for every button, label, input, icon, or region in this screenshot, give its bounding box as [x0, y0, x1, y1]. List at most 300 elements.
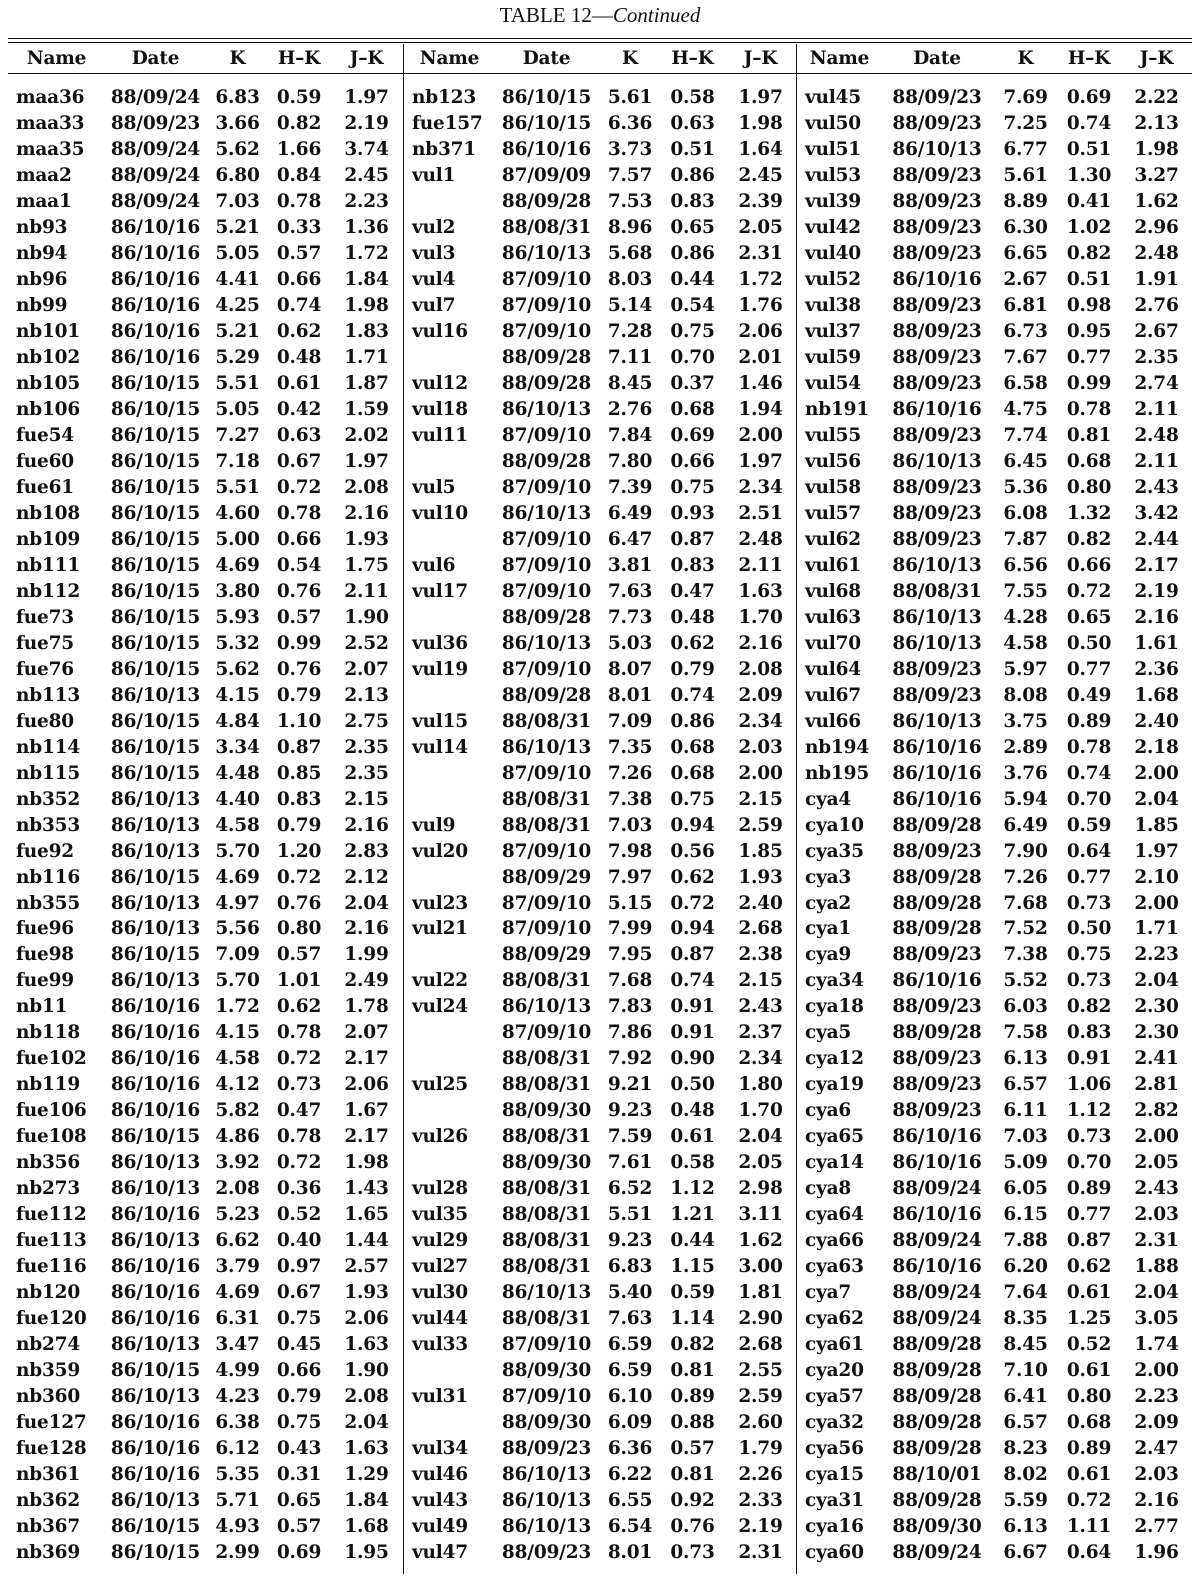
table-row	[406, 397, 796, 423]
h-k-cell: 0.83	[670, 554, 715, 576]
top-rule-double	[8, 42, 1192, 43]
j-k-cell: 2.43	[1134, 477, 1179, 499]
h-k-cell: 1.25	[1066, 1308, 1112, 1330]
date-cell: 88/08/31	[501, 970, 592, 992]
name-cell: cya35	[805, 840, 864, 862]
j-k-cell: 2.11	[344, 580, 389, 602]
h-k-cell: 0.64	[1066, 840, 1112, 862]
date-cell: 86/10/16	[110, 347, 201, 369]
name-cell: cya31	[805, 1489, 864, 1511]
h-k-cell: 0.97	[276, 1256, 322, 1278]
name-cell: nb120	[16, 1282, 81, 1304]
date-cell: 88/09/23	[892, 191, 982, 213]
h-k-cell: 0.92	[670, 1489, 715, 1511]
date-cell: 86/10/13	[501, 1463, 592, 1485]
name-cell: vul31	[412, 1385, 468, 1407]
k-cell: 4.93	[215, 1515, 260, 1537]
date-cell: 86/10/15	[110, 736, 201, 758]
date-cell: 86/10/15	[110, 944, 201, 966]
h-k-cell: 0.72	[276, 1152, 322, 1174]
table-row	[406, 734, 796, 760]
date-cell: 86/10/15	[110, 425, 201, 447]
date-cell: 88/09/24	[110, 139, 201, 161]
k-cell: 3.79	[215, 1256, 260, 1278]
name-cell: vul64	[805, 658, 861, 680]
date-cell: 86/10/13	[892, 710, 982, 732]
table-row	[406, 1357, 796, 1383]
j-k-cell: 2.08	[344, 477, 389, 499]
date-cell: 88/08/31	[501, 1048, 592, 1070]
table-row	[10, 293, 402, 319]
h-k-cell: 1.12	[670, 1178, 715, 1200]
j-k-cell: 1.84	[344, 269, 389, 291]
h-k-cell: 0.61	[1066, 1359, 1112, 1381]
date-cell: 88/09/28	[501, 451, 592, 473]
date-cell: 86/10/16	[110, 217, 201, 239]
j-k-cell: 1.84	[344, 1489, 389, 1511]
h-k-cell: 0.51	[670, 139, 715, 161]
table-row	[406, 656, 796, 682]
h-k-cell: 0.77	[1066, 866, 1112, 888]
h-k-cell: 0.68	[670, 762, 715, 784]
k-cell: 2.99	[215, 1541, 260, 1563]
name-cell: nb353	[16, 814, 81, 836]
date-cell: 88/09/24	[110, 87, 201, 109]
name-cell: fue112	[16, 1204, 87, 1226]
date-cell: 88/09/23	[892, 373, 982, 395]
h-k-cell: 0.86	[670, 165, 715, 187]
h-k-cell: 0.78	[1066, 399, 1112, 421]
table-row	[10, 1176, 402, 1202]
j-k-cell: 2.05	[1134, 1152, 1179, 1174]
table-row	[406, 73, 796, 111]
date-cell: 86/10/15	[110, 1359, 201, 1381]
date-cell: 86/10/13	[110, 970, 201, 992]
h-k-cell: 0.40	[276, 1230, 322, 1252]
table-row	[406, 994, 796, 1020]
date-cell: 86/10/13	[110, 814, 201, 836]
h-k-cell: 0.72	[276, 477, 322, 499]
header-date: Date	[913, 48, 961, 69]
h-k-cell: 0.42	[276, 399, 322, 421]
date-cell: 86/10/16	[892, 970, 982, 992]
h-k-cell: 0.61	[1066, 1463, 1112, 1485]
table-row	[10, 241, 402, 267]
date-cell: 88/08/31	[501, 1178, 592, 1200]
header-name: Name	[26, 48, 87, 69]
j-k-cell: 2.02	[344, 425, 389, 447]
table-row	[406, 1435, 796, 1461]
k-cell: 6.08	[1003, 502, 1048, 524]
date-cell: 88/08/31	[501, 1126, 592, 1148]
name-cell: cya7	[805, 1282, 852, 1304]
name-cell: nb352	[16, 788, 81, 810]
k-cell: 6.81	[1003, 295, 1048, 317]
j-k-cell: 2.16	[1134, 1489, 1179, 1511]
k-cell: 4.84	[215, 710, 260, 732]
table-row	[10, 345, 402, 371]
j-k-cell: 1.76	[738, 295, 783, 317]
table-row	[799, 1513, 1192, 1539]
k-cell: 6.15	[1003, 1204, 1048, 1226]
name-cell: maa36	[16, 87, 85, 109]
h-k-cell: 0.66	[1066, 554, 1112, 576]
k-cell: 5.61	[607, 87, 653, 109]
table-row	[10, 189, 402, 215]
name-cell: nb194	[805, 736, 870, 758]
h-k-cell: 0.68	[670, 736, 715, 758]
k-cell: 6.22	[607, 1463, 653, 1485]
name-cell: nb195	[805, 762, 870, 784]
h-k-cell: 0.33	[276, 217, 322, 239]
k-cell: 4.97	[215, 892, 260, 914]
table-row	[799, 734, 1192, 760]
table-row	[406, 1098, 796, 1124]
h-k-cell: 0.66	[276, 528, 322, 550]
k-cell: 7.67	[1003, 347, 1048, 369]
date-cell: 88/09/23	[892, 684, 982, 706]
date-cell: 86/10/15	[110, 477, 201, 499]
date-cell: 88/08/31	[501, 814, 592, 836]
h-k-cell: 1.06	[1066, 1074, 1112, 1096]
table-row	[10, 760, 402, 786]
j-k-cell: 1.63	[344, 1333, 389, 1355]
table-row	[799, 656, 1192, 682]
h-k-cell: 0.87	[276, 736, 322, 758]
h-k-cell: 0.73	[276, 1074, 322, 1096]
h-k-cell: 0.48	[670, 606, 715, 628]
j-k-cell: 2.16	[344, 502, 389, 524]
k-cell: 7.25	[1003, 113, 1048, 135]
table-row	[406, 1513, 796, 1539]
date-cell: 88/09/23	[892, 425, 982, 447]
h-k-cell: 0.81	[670, 1359, 715, 1381]
table-row	[799, 942, 1192, 968]
table-row	[406, 1539, 796, 1565]
date-cell: 86/10/15	[110, 1126, 201, 1148]
k-cell: 6.67	[1003, 1541, 1048, 1563]
h-k-cell: 0.93	[670, 502, 715, 524]
date-cell: 88/09/23	[892, 217, 982, 239]
j-k-cell: 2.19	[344, 113, 389, 135]
date-cell: 88/09/24	[892, 1308, 982, 1330]
name-cell: vul46	[412, 1463, 468, 1485]
k-cell: 6.49	[607, 502, 653, 524]
j-k-cell: 2.13	[1134, 113, 1179, 135]
k-cell: 6.57	[1003, 1411, 1048, 1433]
table-row	[10, 1435, 402, 1461]
date-cell: 87/09/10	[501, 477, 592, 499]
h-k-cell: 0.72	[670, 892, 715, 914]
table-row	[406, 215, 796, 241]
name-cell: vul37	[805, 321, 861, 343]
j-k-cell: 1.85	[1134, 814, 1179, 836]
h-k-cell: 0.57	[670, 1437, 715, 1459]
j-k-cell: 1.74	[1134, 1333, 1179, 1355]
j-k-cell: 2.15	[738, 788, 783, 810]
k-cell: 7.09	[607, 710, 653, 732]
date-cell: 87/09/10	[501, 892, 592, 914]
name-cell: fue54	[16, 425, 74, 447]
k-cell: 7.63	[607, 580, 653, 602]
date-cell: 88/09/23	[892, 1100, 982, 1122]
table-row	[406, 890, 796, 916]
h-k-cell: 0.66	[670, 451, 715, 473]
h-k-cell: 0.74	[1066, 113, 1112, 135]
h-k-cell: 0.49	[1066, 684, 1112, 706]
h-k-cell: 0.76	[276, 658, 322, 680]
name-cell: nb356	[16, 1152, 81, 1174]
table-row	[406, 1176, 796, 1202]
j-k-cell: 1.90	[344, 606, 389, 628]
k-cell: 6.55	[607, 1489, 653, 1511]
j-k-cell: 2.44	[1134, 528, 1179, 550]
table-row	[10, 838, 402, 864]
name-cell: fue60	[16, 451, 74, 473]
table-row	[799, 864, 1192, 890]
table-row	[406, 1072, 796, 1098]
j-k-cell: 2.19	[738, 1515, 783, 1537]
j-k-cell: 2.30	[1134, 1022, 1179, 1044]
name-cell: cya12	[805, 1048, 864, 1070]
h-k-cell: 0.89	[670, 1385, 715, 1407]
table-row	[406, 604, 796, 630]
h-k-cell: 0.62	[670, 866, 715, 888]
name-cell: nb108	[16, 502, 81, 524]
name-cell: cya60	[805, 1541, 864, 1563]
name-cell: nb191	[805, 399, 870, 421]
k-cell: 7.03	[607, 814, 653, 836]
name-cell: cya5	[805, 1022, 852, 1044]
k-cell: 3.92	[215, 1152, 260, 1174]
date-cell: 87/09/10	[501, 1022, 592, 1044]
k-cell: 6.03	[1003, 996, 1048, 1018]
date-cell: 88/09/30	[501, 1359, 592, 1381]
table-row	[406, 578, 796, 604]
name-cell: vul52	[805, 269, 861, 291]
j-k-cell: 2.82	[1134, 1100, 1179, 1122]
j-k-cell: 2.16	[344, 918, 389, 940]
j-k-cell: 2.34	[738, 477, 783, 499]
name-cell	[406, 786, 493, 812]
h-k-cell: 0.75	[670, 321, 715, 343]
k-cell: 7.86	[607, 1022, 653, 1044]
name-cell: vul6	[412, 554, 456, 576]
header-row	[406, 44, 796, 73]
date-cell: 86/10/13	[892, 632, 982, 654]
table-row	[406, 475, 796, 501]
j-k-cell: 2.59	[738, 814, 783, 836]
date-cell: 86/10/15	[110, 528, 201, 550]
k-cell: 8.96	[607, 217, 653, 239]
date-cell: 86/10/13	[110, 892, 201, 914]
name-cell: vul1	[412, 165, 456, 187]
k-cell: 4.41	[215, 269, 260, 291]
date-cell: 87/09/10	[501, 321, 592, 343]
date-cell: 86/10/15	[110, 710, 201, 732]
k-cell: 7.03	[1003, 1126, 1048, 1148]
h-k-cell: 0.72	[1066, 580, 1112, 602]
h-k-cell: 0.31	[276, 1463, 322, 1485]
name-cell: nb116	[16, 866, 81, 888]
date-cell: 86/10/16	[110, 1100, 201, 1122]
date-cell: 86/10/15	[110, 373, 201, 395]
table-row	[799, 475, 1192, 501]
name-cell: cya63	[805, 1256, 864, 1278]
name-cell: maa1	[16, 191, 72, 213]
j-k-cell: 2.17	[344, 1126, 389, 1148]
j-k-cell: 2.77	[1134, 1515, 1179, 1537]
k-cell: 6.56	[1003, 554, 1048, 576]
table-row	[799, 1150, 1192, 1176]
j-k-cell: 2.43	[738, 996, 783, 1018]
name-cell: fue92	[16, 840, 74, 862]
column-divider	[796, 44, 797, 1574]
k-cell: 5.00	[215, 528, 260, 550]
table-row	[10, 994, 402, 1020]
date-cell: 86/10/16	[110, 269, 201, 291]
date-cell: 88/09/23	[892, 243, 982, 265]
name-cell	[406, 1046, 493, 1072]
h-k-cell: 0.88	[670, 1411, 715, 1433]
table-row	[406, 1020, 796, 1046]
j-k-cell: 2.03	[1134, 1463, 1179, 1485]
h-k-cell: 0.86	[670, 243, 715, 265]
k-cell: 4.58	[215, 814, 260, 836]
table-row	[406, 968, 796, 994]
name-cell: cya20	[805, 1359, 864, 1381]
j-k-cell: 2.38	[738, 944, 783, 966]
j-k-cell: 2.31	[1134, 1230, 1179, 1252]
table-row	[799, 1306, 1192, 1332]
name-cell: nb273	[16, 1178, 81, 1200]
h-k-cell: 0.70	[670, 347, 715, 369]
table-row	[406, 1202, 796, 1228]
date-cell: 86/10/13	[892, 554, 982, 576]
table-row	[406, 1228, 796, 1254]
j-k-cell: 2.68	[738, 1333, 783, 1355]
date-cell: 87/09/10	[501, 554, 592, 576]
name-cell: vul29	[412, 1230, 468, 1252]
k-cell: 7.58	[1003, 1022, 1048, 1044]
j-k-cell: 2.04	[1134, 1282, 1179, 1304]
k-cell: 9.23	[607, 1230, 653, 1252]
j-k-cell: 2.18	[1134, 736, 1179, 758]
table-row	[10, 1020, 402, 1046]
j-k-cell: 2.05	[738, 1152, 783, 1174]
table-row	[10, 1539, 402, 1565]
date-cell: 86/10/13	[501, 632, 592, 654]
h-k-cell: 0.47	[276, 1100, 322, 1122]
k-cell: 6.58	[1003, 373, 1048, 395]
j-k-cell: 1.68	[344, 1515, 389, 1537]
date-cell: 86/10/15	[110, 762, 201, 784]
date-cell: 88/09/28	[892, 918, 982, 940]
name-cell: cya61	[805, 1333, 864, 1355]
h-k-cell: 0.61	[1066, 1282, 1112, 1304]
j-k-cell: 1.72	[344, 243, 389, 265]
j-k-cell: 2.16	[1134, 606, 1179, 628]
table-row	[406, 293, 796, 319]
table-row	[799, 423, 1192, 449]
date-cell: 86/10/16	[110, 1437, 201, 1459]
table-row	[406, 189, 796, 215]
name-cell: vul4	[412, 269, 456, 291]
date-cell: 87/09/10	[501, 580, 592, 602]
k-cell: 6.45	[1003, 451, 1048, 473]
j-k-cell: 2.17	[1134, 554, 1179, 576]
j-k-cell: 1.97	[738, 451, 783, 473]
name-cell	[406, 449, 493, 475]
table-row	[799, 916, 1192, 942]
j-k-cell: 2.26	[738, 1463, 783, 1485]
table-row	[10, 682, 402, 708]
j-k-cell: 1.98	[344, 295, 389, 317]
j-k-cell: 2.23	[1134, 944, 1179, 966]
table-row	[799, 630, 1192, 656]
table-row	[10, 73, 402, 111]
k-cell: 5.51	[215, 373, 260, 395]
date-cell: 88/08/31	[501, 1230, 592, 1252]
h-k-cell: 0.75	[670, 788, 715, 810]
k-cell: 5.29	[215, 347, 260, 369]
j-k-cell: 2.03	[738, 736, 783, 758]
k-cell: 6.05	[1003, 1178, 1048, 1200]
name-cell: cya14	[805, 1152, 864, 1174]
name-cell: nb367	[16, 1515, 81, 1537]
k-cell: 7.35	[607, 736, 653, 758]
table-row	[799, 189, 1192, 215]
date-cell: 88/09/28	[892, 1333, 982, 1355]
k-cell: 5.62	[215, 658, 260, 680]
date-cell: 88/09/30	[501, 1152, 592, 1174]
date-cell: 86/10/13	[892, 139, 982, 161]
h-k-cell: 0.82	[1066, 243, 1112, 265]
k-cell: 7.38	[1003, 944, 1048, 966]
k-cell: 6.36	[607, 1437, 653, 1459]
k-cell: 4.75	[1003, 399, 1048, 421]
table-row	[799, 501, 1192, 527]
j-k-cell: 2.04	[1134, 788, 1179, 810]
k-cell: 8.03	[607, 269, 653, 291]
j-k-cell: 2.81	[1134, 1074, 1179, 1096]
k-cell: 7.90	[1003, 840, 1048, 862]
j-k-cell: 2.48	[1134, 425, 1179, 447]
date-cell: 86/10/13	[501, 502, 592, 524]
k-cell: 5.82	[215, 1100, 260, 1122]
date-cell: 86/10/15	[110, 554, 201, 576]
name-cell: nb93	[16, 217, 68, 239]
name-cell: vul23	[412, 892, 468, 914]
h-k-cell: 0.78	[1066, 736, 1112, 758]
date-cell: 88/09/23	[892, 528, 982, 550]
h-k-cell: 0.80	[1066, 477, 1112, 499]
k-cell: 6.62	[215, 1230, 260, 1252]
date-cell: 87/09/10	[501, 762, 592, 784]
date-cell: 86/10/13	[501, 1282, 592, 1304]
k-cell: 7.68	[1003, 892, 1048, 914]
k-cell: 7.39	[607, 477, 653, 499]
k-cell: 7.84	[607, 425, 653, 447]
name-cell: nb361	[16, 1463, 81, 1485]
name-cell: vul45	[805, 87, 861, 109]
k-cell: 7.53	[607, 191, 653, 213]
table-row	[799, 968, 1192, 994]
date-cell: 88/09/23	[501, 1437, 592, 1459]
table-row	[10, 890, 402, 916]
name-cell: vul22	[412, 970, 468, 992]
table-row	[799, 812, 1192, 838]
